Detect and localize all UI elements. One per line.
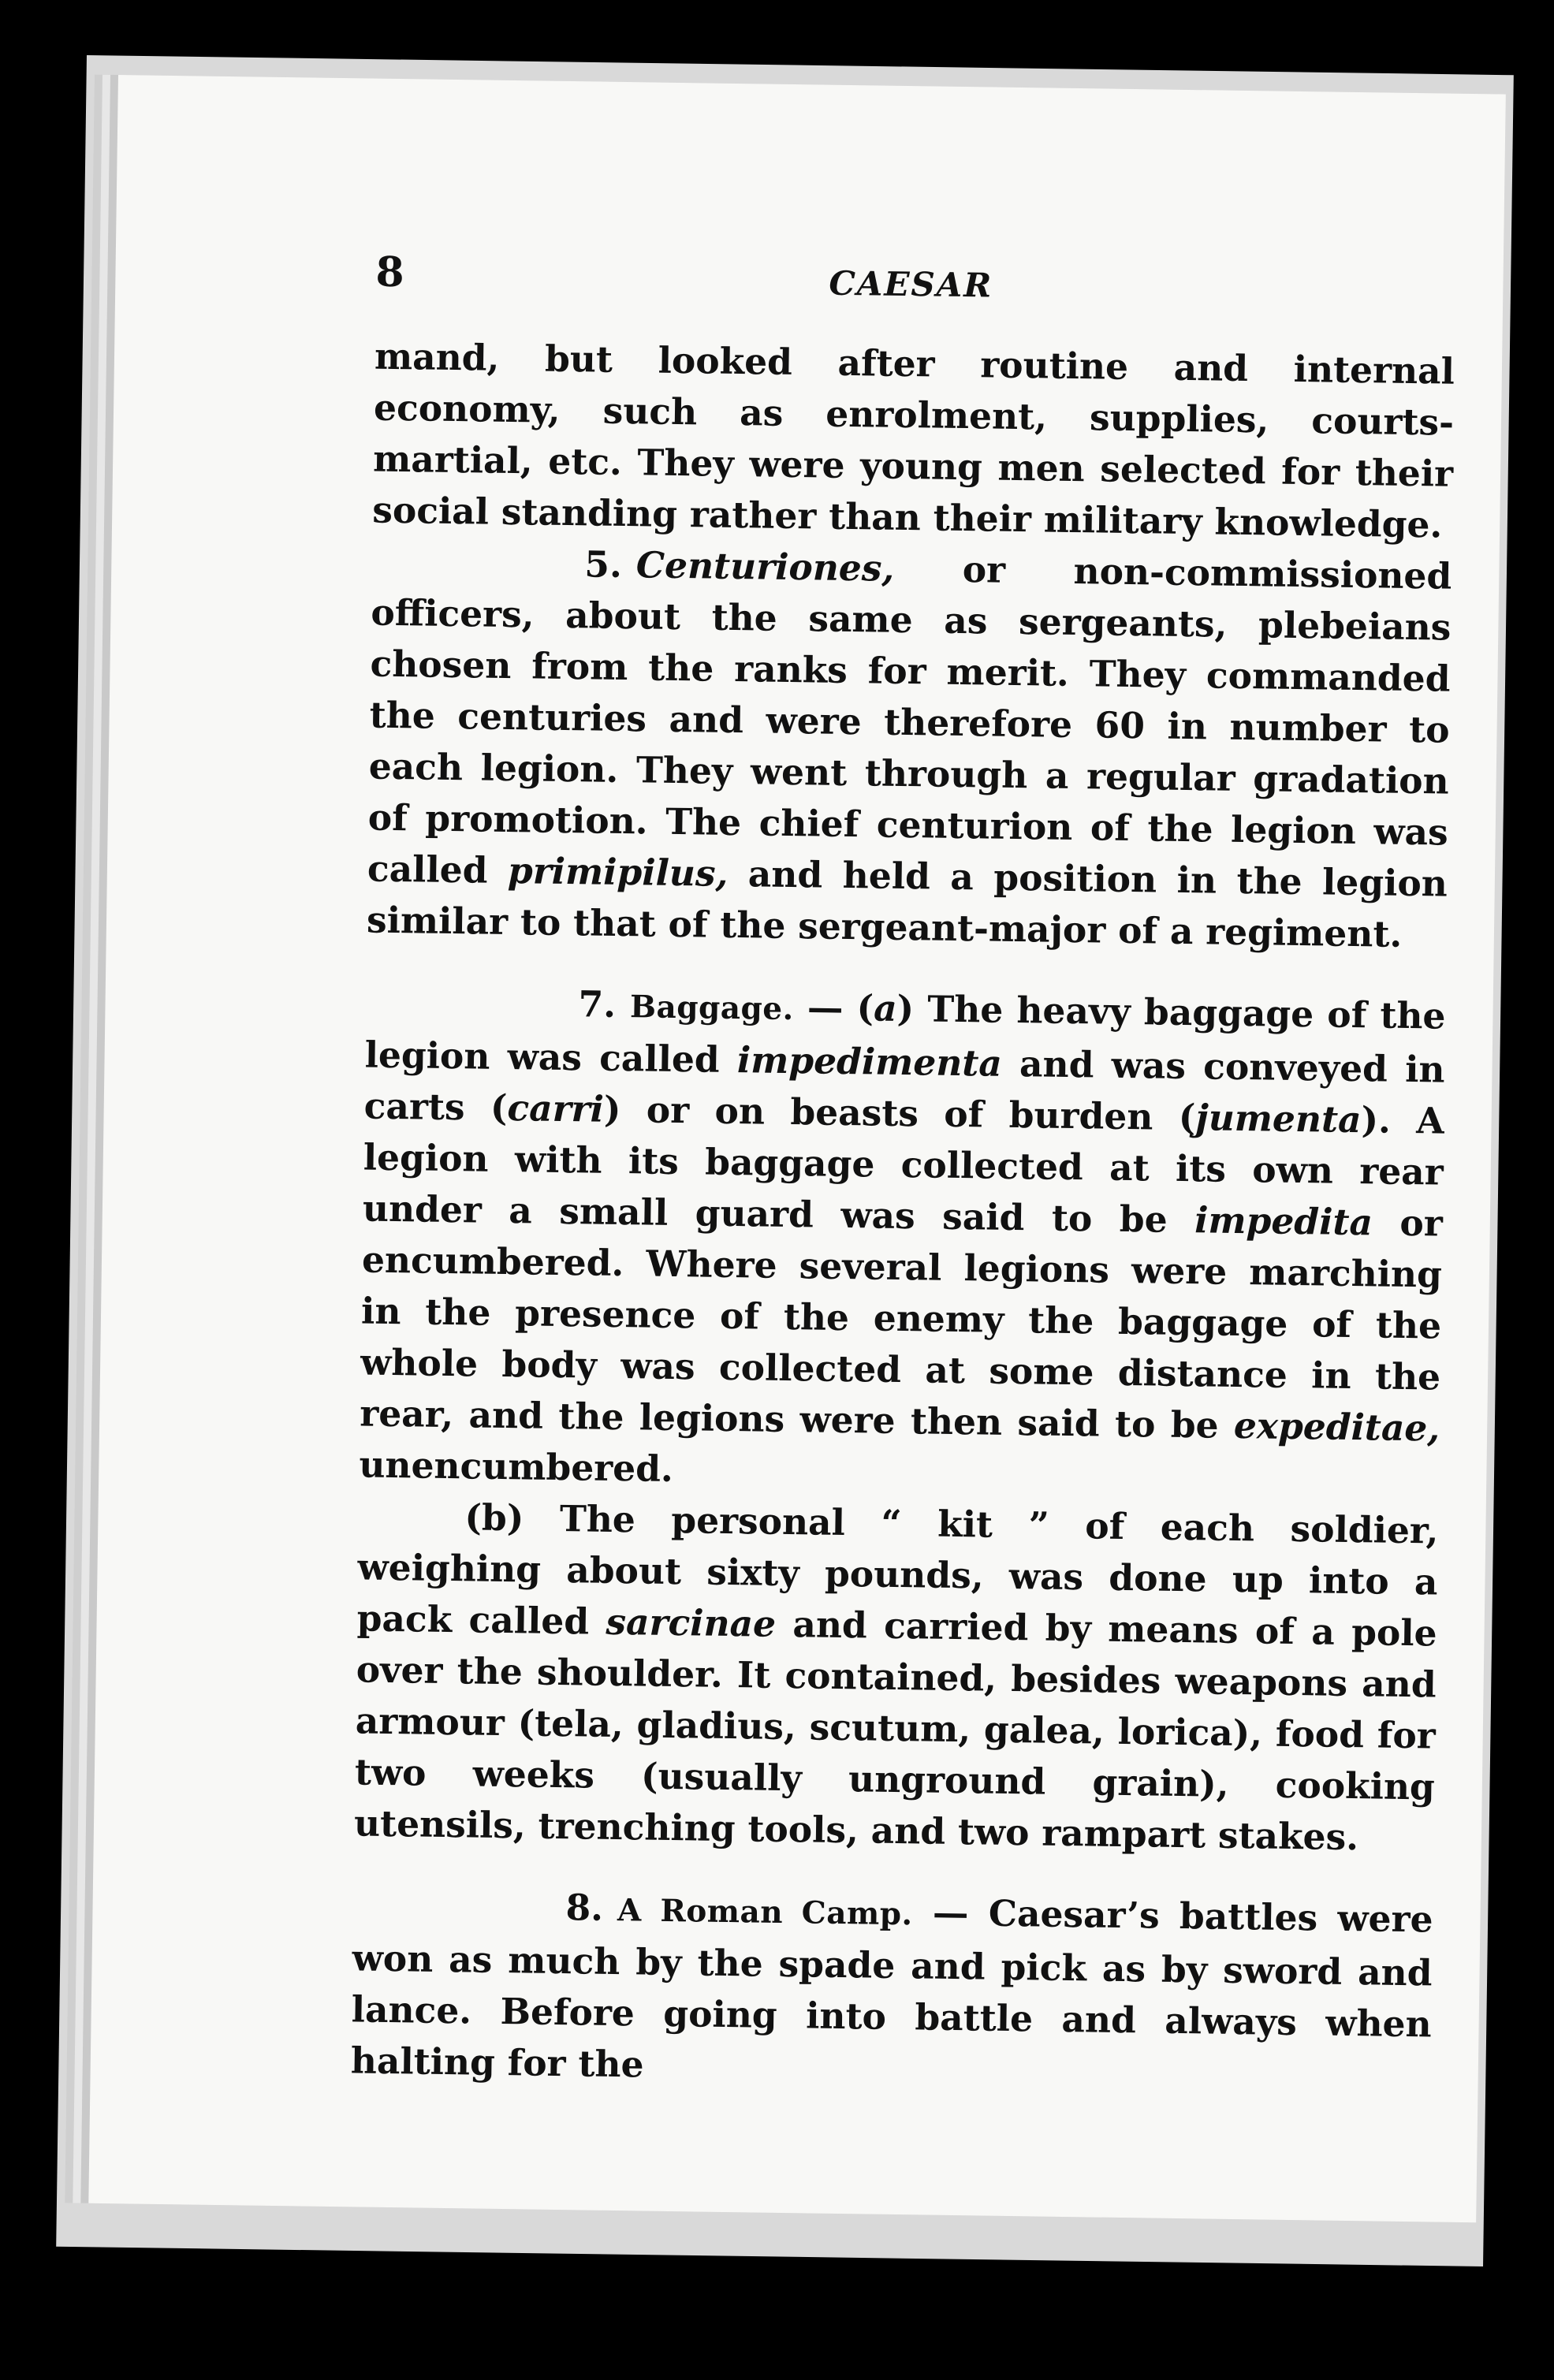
paragraph-text: and carried by means of a pole over the shoulder. It contained, besides weapons and armour (tela, gladius, scutum, galea, lorica), food for two weeks (usually unground grain), cooking utensils, trenching tools, and two rampart stakes. [353,1602,1437,1859]
subsection-letter: a [873,986,898,1030]
latin-term: impedita [1194,1198,1373,1244]
paragraph-text: ) or on beasts of burden ( [603,1087,1196,1139]
paragraph-text: — Caesar’s battles were won as much by the spade and pick as by sword and lance. Before going into battle and always when halting for the [350,1890,1433,2086]
book-page [88,75,1506,2222]
paragraph-text: or encumbered. Where several legions were marching in the presence of the enemy the baggage of the whole body was collected at some distance in the rear, and the legions were then said to be [359,1201,1444,1447]
item-number: 5. [584,542,623,586]
latin-term: Centuriones, [635,543,895,590]
heading-dash: — ( [793,985,874,1030]
body-text [350,331,1455,2102]
running-head [375,248,1455,346]
running-title: CAESAR [829,263,993,305]
latin-term: impedimenta [736,1038,1003,1085]
section-number: 8. [565,1886,604,1929]
paragraph-kit [354,1490,1439,1864]
paragraph-text: ). A legion with its baggage collected at its own rear under a small guard was said to be [362,1098,1445,1242]
latin-term: carri [507,1086,605,1130]
section-number: 7. [578,982,617,1026]
paragraph-continuation [372,331,1455,551]
latin-term: sarcinae [606,1600,777,1645]
section-heading: A Roman Camp. [617,1892,913,1933]
page-content [350,248,1455,2102]
paragraph-text: ) The heavy baggage of the legion was called [364,986,1446,1082]
section-roman-camp [350,1879,1433,2101]
paragraph-centuriones [367,536,1452,961]
section-baggage [359,975,1446,1505]
paragraph-text: mand, but looked after routine and internal economy, such as enrolment, supplies, courts-martial, etc. They were young men selected for their social standing rather than their military knowledge. [371,334,1455,546]
latin-term: expeditae, [1233,1403,1440,1450]
paragraph-text: and held a position in the legion similar to that of the sergeant-major of a regiment. [366,851,1448,955]
paragraph-text: or non-commissioned officers, about the same as sergeants, plebeians chosen from the ranks for merit. They commanded the centuries and were therefore 60 in number to each legion. They went through a regular gradation of promotion. The chief centurion of the legion was called [367,546,1452,892]
paragraph-text: unencumbered. [359,1443,674,1490]
latin-term: jumenta [1194,1096,1362,1142]
latin-term: primipilus, [507,848,729,895]
paragraph-text: and was conveyed in carts ( [363,1041,1445,1130]
subsection-letter: (b) [464,1495,524,1540]
page-number: 8 [375,248,405,297]
paragraph-text: The personal “ kit ” of each soldier, weighing about sixty pounds, was done up into a pack called [356,1496,1439,1643]
section-heading: Baggage. [629,989,795,1028]
